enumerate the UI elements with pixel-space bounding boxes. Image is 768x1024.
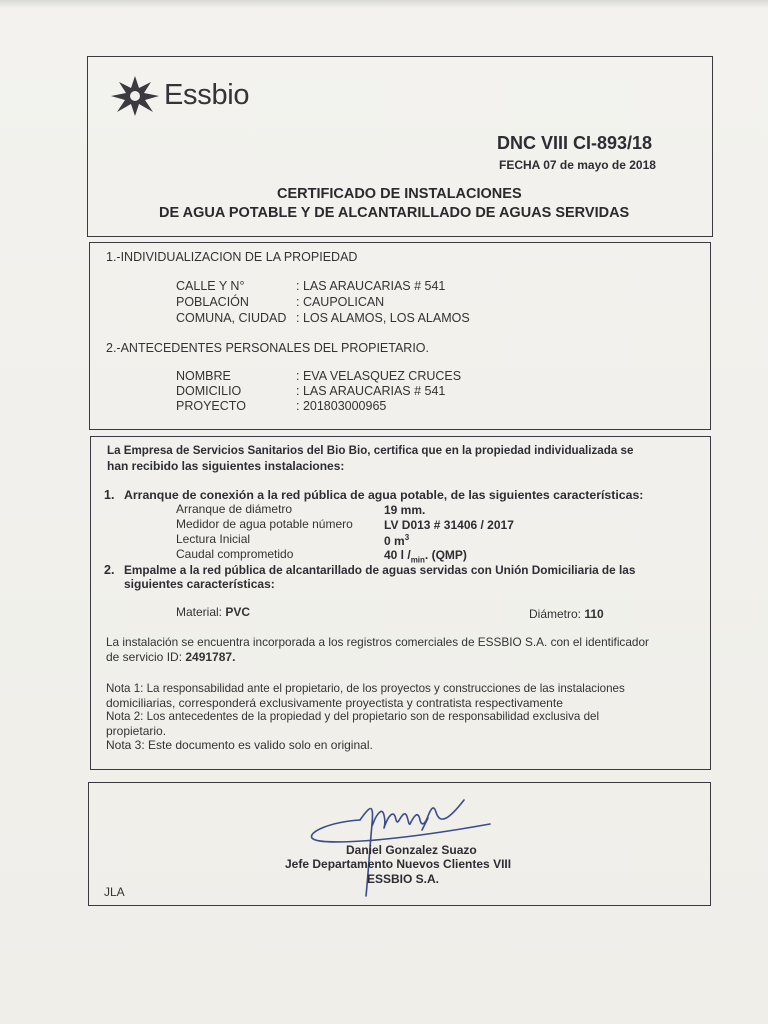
essbio-logo <box>109 74 249 116</box>
field-value: : LAS ARAUCARIAS # 541 <box>296 279 446 293</box>
item2-title-line2: siguientes características: <box>124 577 275 591</box>
essbio-star-icon <box>109 74 161 116</box>
flow-value: 40 l / <box>384 548 411 562</box>
signer-company: ESSBIO S.A. <box>367 872 440 886</box>
item1-row-value: 19 mm. <box>384 503 426 517</box>
field-value: : 201803000965 <box>296 399 387 413</box>
material-value: PVC <box>225 605 251 619</box>
document-title-line2: DE AGUA POTABLE Y DE ALCANTARILLADO DE AGUAS SERVIDAS <box>159 205 630 221</box>
item1-number: 1. <box>104 488 115 502</box>
scan-shadow <box>0 0 768 8</box>
typist-initials: JLA <box>104 885 125 899</box>
signer-position: Jefe Departamento Nuevos Clientes VIII <box>285 857 512 871</box>
item1-row-label: Caudal comprometido <box>176 547 294 561</box>
item1-row-label: Medidor de agua potable número <box>176 517 353 531</box>
diametro-value: 110 <box>584 607 604 621</box>
diametro-field <box>529 607 604 621</box>
material-label: Material: <box>176 605 226 619</box>
owner-heading: 2.-ANTECEDENTES PERSONALES DEL PROPIETARIO. <box>106 341 429 355</box>
item2-number: 2. <box>104 563 115 577</box>
document-number: DNC VIII CI-893/18 <box>497 133 653 153</box>
item2-title-line1: Empalme a la red pública de alcantarillado de aguas servidas con Unión Domiciliaria de las <box>124 563 636 577</box>
item1-row-value: LV D013 # 31406 / 2017 <box>384 518 514 532</box>
nota2-line2: propietario. <box>106 724 167 738</box>
item1-row-value <box>384 548 467 564</box>
reading-unit-sup: 3 <box>404 533 410 542</box>
registro-line1: La instalación se encuentra incorporada a los registros comerciales de ESSBIO S.A. con el identificador <box>106 635 649 649</box>
material-field <box>176 605 250 619</box>
field-label: PROYECTO <box>176 399 246 413</box>
field-label: DOMICILIO <box>176 384 242 398</box>
field-label: NOMBRE <box>176 369 231 383</box>
nota1-line2: domiciliarias, corresponderá exclusivamente proyectista y contratista respectivamente <box>106 696 563 710</box>
field-label: COMUNA, CIUDAD <box>176 311 287 325</box>
registro-line2 <box>106 650 235 664</box>
item1-row-label: Arranque de diámetro <box>176 502 293 516</box>
item1-row-value <box>384 533 409 548</box>
field-value: : EVA VELASQUEZ CRUCES <box>296 369 462 383</box>
nota2-line1: Nota 2: Los antecedentes de la propiedad y del propietario son de responsabilidad exclusiva del <box>106 710 600 723</box>
field-value: : CAUPOLICAN <box>296 295 385 309</box>
item1-row-label: Lectura Inicial <box>176 532 251 546</box>
field-value: : LOS ALAMOS, LOS ALAMOS <box>296 311 470 325</box>
diametro-label: Diámetro: <box>529 607 585 621</box>
field-value: : LAS ARAUCARIAS # 541 <box>296 384 446 398</box>
nota1-line1: Nota 1: La responsabilidad ante el propietario, de los proyectos y construcciones de las instalaciones <box>106 682 625 695</box>
document-date: FECHA 07 de mayo de 2018 <box>499 158 656 172</box>
nota3: Nota 3: Este documento es valido solo en original. <box>106 738 373 752</box>
flow-unit-sub: min <box>410 555 425 565</box>
field-label: POBLACIÓN <box>176 295 249 309</box>
logo-wordmark: Essbio <box>164 78 250 111</box>
field-label: CALLE Y N° <box>176 279 245 293</box>
registro-prefix: de servicio ID: <box>106 650 186 664</box>
intro-line2: han recibido las siguientes instalaciones: <box>107 459 345 473</box>
reading-value: 0 m <box>384 534 405 548</box>
intro-line1: La Empresa de Servicios Sanitarios del Bio Bio, certifica que en la propiedad individualizada se <box>107 444 634 457</box>
service-id: 2491787. <box>185 650 236 664</box>
document-title-line1: CERTIFICADO DE INSTALACIONES <box>277 186 522 202</box>
flow-tail: . (QMP) <box>424 548 467 562</box>
signer-name: Daniel Gonzalez Suazo <box>346 843 477 857</box>
property-heading: 1.-INDIVIDUALIZACION DE LA PROPIEDAD <box>106 250 358 264</box>
item1-title: Arranque de conexión a la red pública de agua potable, de las siguientes características: <box>124 488 644 502</box>
